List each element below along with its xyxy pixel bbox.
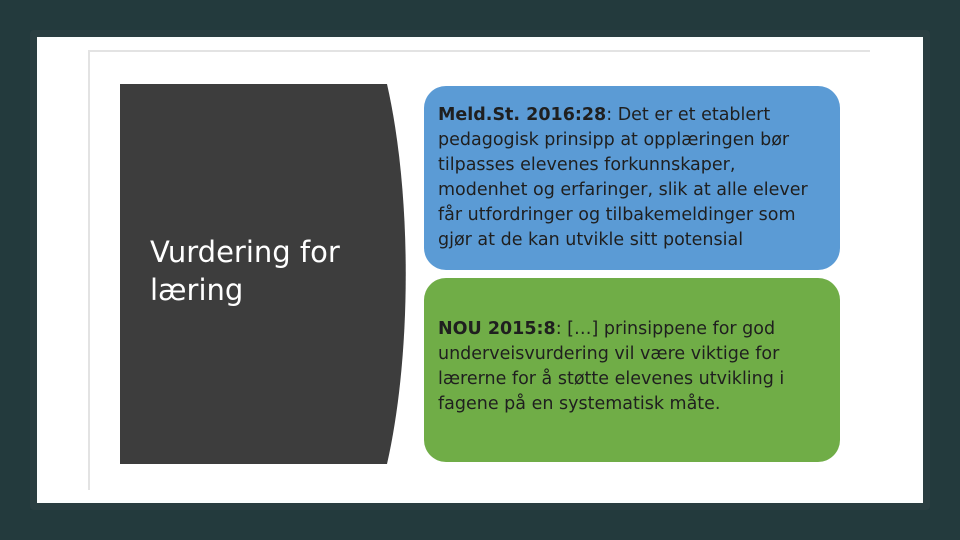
slide-top-rule [88, 50, 870, 52]
quote-source: NOU 2015:8 [438, 319, 556, 339]
quote-text: : Det er et etablert pedagogisk prinsipp at opplæringen bør tilpasses elevenes forkunnskaper, modenhet og erfaringer, slik at alle elever får utfordringer og tilbakemeldinger som gjør at de kan utvikle sitt potensial [438, 105, 808, 250]
quote-text: : […] prinsippene for god underveisvurdering vil være viktige for lærerne for å støtte elevenes utvikling i fagene på en systematisk måte. [438, 319, 785, 414]
quote-source: Meld.St. 2016:28 [438, 105, 607, 125]
slide-left-rule [88, 52, 90, 490]
quote-box-meld-st [424, 86, 840, 270]
slide-title: Vurdering for læring [150, 235, 340, 307]
quote-box-nou [424, 278, 840, 462]
